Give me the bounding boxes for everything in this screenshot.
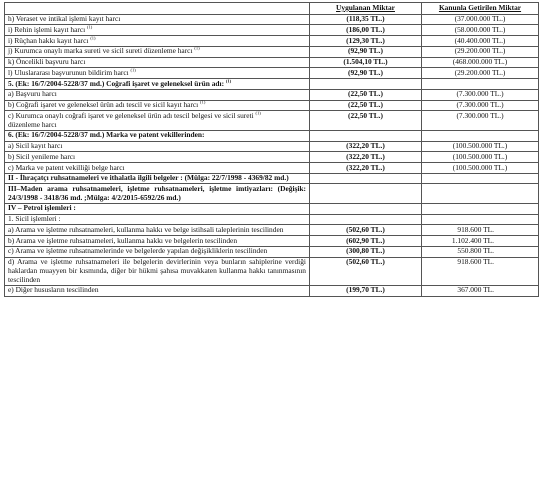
- legal-amount-cell: (7.300.000 TL.): [422, 111, 539, 130]
- legal-amount-cell: (29.200.000 TL.): [422, 46, 539, 57]
- footnote-marker: (1): [90, 35, 96, 41]
- row-description: [5, 236, 310, 247]
- applied-amount-cell: (322,20 TL.): [310, 163, 422, 174]
- applied-amount-cell: (502,60 TL.): [310, 225, 422, 236]
- table-row: [5, 14, 539, 25]
- row-description: [5, 111, 310, 130]
- legal-amount-cell: (7.300.000 TL.): [422, 89, 539, 100]
- row-description: [5, 46, 310, 57]
- applied-amount-cell: [310, 203, 422, 214]
- row-label: d) Arama ve işletme ruhsatnameleri ile belgelerin devirlerinin veya bunların sahiplerine verdiği haklardan muayyen bir kısmında, diğer bir hükmi şahısa muvakkaten kullanma hakkı tanınmasının tescilinden: [8, 257, 306, 284]
- row-label: e) Diğer hususların tescilinden: [8, 285, 99, 295]
- table-row: [5, 214, 539, 225]
- row-label: c) Arama ve işletme ruhsatnamelerinde ve belgelerde yapılan değişikliklerin tescilinden: [8, 246, 268, 256]
- footnote-marker: (1): [255, 110, 261, 116]
- row-label: 1. Sicil işlemleri :: [8, 214, 61, 224]
- applied-amount-cell: (22,50 TL.): [310, 89, 422, 100]
- table-row: [5, 111, 539, 130]
- applied-amount-cell: (322,20 TL.): [310, 152, 422, 163]
- row-description: [5, 89, 310, 100]
- row-description: [5, 184, 310, 203]
- table-body: [5, 14, 539, 296]
- applied-amount-cell: (1.504,10 TL.): [310, 57, 422, 68]
- legal-amount-cell: [422, 203, 539, 214]
- row-description: [5, 173, 310, 184]
- row-description: [5, 163, 310, 174]
- legal-amount-cell: 1.102.400 TL.: [422, 236, 539, 247]
- legal-amount-cell: (29.200.000 TL.): [422, 68, 539, 79]
- legal-amount-cell: (100.500.000 TL.): [422, 163, 539, 174]
- section-row: [5, 173, 539, 184]
- applied-amount-cell: [310, 173, 422, 184]
- row-description: [5, 152, 310, 163]
- section-row: [5, 130, 539, 141]
- row-description: [5, 68, 310, 79]
- row-label: III–Maden arama ruhsatnameleri, işletme ruhsatnameleri, işletme imtiyazları: (Değişik: 24/3/1998 - 3418/36 md. ;Mülga: 4/2/2015-6592/26 md.): [8, 183, 306, 202]
- row-description: [5, 257, 310, 285]
- row-label: h) Veraset ve intikal işlemi kayıt harcı: [8, 14, 121, 24]
- row-description: [5, 57, 310, 68]
- applied-amount-cell: (502,60 TL.): [310, 257, 422, 285]
- applied-amount-cell: [310, 184, 422, 203]
- applied-amount-cell: (129,30 TL.): [310, 36, 422, 47]
- table-row: [5, 285, 539, 296]
- table-header-row: [5, 3, 539, 15]
- applied-amount-cell: (92,90 TL.): [310, 46, 422, 57]
- applied-amount-cell: [310, 79, 422, 90]
- table-row: [5, 36, 539, 47]
- row-description: [5, 79, 310, 90]
- footnote-marker: (1): [194, 45, 200, 51]
- legal-amount-cell: (37.000.000 TL.): [422, 14, 539, 25]
- row-description: [5, 14, 310, 25]
- legal-amount-column-header: Kanunla Getirilen Miktar: [422, 3, 539, 15]
- table-row: [5, 246, 539, 257]
- row-description: [5, 25, 310, 36]
- applied-amount-cell: [310, 130, 422, 141]
- row-description: [5, 225, 310, 236]
- row-label: 6. (Ek: 16/7/2004-5228/37 md.) Marka ve patent vekillerinden:: [8, 130, 205, 140]
- table-row: [5, 25, 539, 36]
- legal-amount-cell: 367.000 TL.: [422, 285, 539, 296]
- footnote-marker: (1): [87, 24, 93, 30]
- legal-amount-cell: [422, 79, 539, 90]
- applied-amount-cell: (118,35 TL.): [310, 14, 422, 25]
- applied-amount-cell: (322,20 TL.): [310, 141, 422, 152]
- applied-amount-cell: (300,80 TL.): [310, 246, 422, 257]
- applied-amount-cell: (22,50 TL.): [310, 100, 422, 111]
- legal-amount-cell: (100.500.000 TL.): [422, 141, 539, 152]
- table-row: [5, 236, 539, 247]
- row-label: c) Kurumca onaylı coğrafi işaret ve geleneksel ürün adı tescil belgesi ve sicil sureti: [8, 110, 254, 120]
- row-label: II - İhraçatçı ruhsatnameleri ve ithalatla ilgili belgeler : (Mülga: 22/7/1998 - 4369/82 md.): [8, 173, 289, 183]
- fee-table-document: [4, 2, 538, 297]
- table-row: [5, 152, 539, 163]
- row-description: [5, 130, 310, 141]
- table-row: [5, 257, 539, 285]
- legal-amount-cell: 918.600 TL.: [422, 225, 539, 236]
- table-row: [5, 225, 539, 236]
- applied-amount-cell: (199,70 TL.): [310, 285, 422, 296]
- legal-amount-cell: (100.500.000 TL.): [422, 152, 539, 163]
- legal-amount-cell: 918.600 TL.: [422, 257, 539, 285]
- footnote-marker: (1): [200, 99, 206, 105]
- legal-amount-cell: 550.800 TL.: [422, 246, 539, 257]
- row-label: i) Rüçhan hakkı kayıt harcı: [8, 35, 89, 45]
- legal-amount-cell: (58.000.000 TL.): [422, 25, 539, 36]
- fee-table: [4, 2, 539, 297]
- table-row: [5, 68, 539, 79]
- footnote-marker: (1): [225, 78, 232, 84]
- row-label: k) Öncelikli başvuru harcı: [8, 57, 86, 67]
- row-description: [5, 36, 310, 47]
- applied-amount-cell: (22,50 TL.): [310, 111, 422, 130]
- section-row: [5, 79, 539, 90]
- row-label: 5. (Ek: 16/7/2004-5228/37 md.) Coğrafi işaret ve geleneksel ürün adı:: [8, 78, 225, 88]
- legal-amount-cell: [422, 184, 539, 203]
- applied-amount-cell: (92,90 TL.): [310, 68, 422, 79]
- footnote-marker: (1): [130, 67, 136, 73]
- row-label: c) Marka ve patent vekilliği belge harcı: [8, 162, 125, 172]
- legal-amount-cell: (468.000.000 TL.): [422, 57, 539, 68]
- row-label: l) Uluslararası başvurunun bildirim harcı: [8, 67, 129, 77]
- section-row: [5, 203, 539, 214]
- row-label: b) Sicil yenileme harcı: [8, 151, 76, 161]
- applied-amount-cell: (602,90 TL.): [310, 236, 422, 247]
- row-description: [5, 100, 310, 111]
- row-label-continuation: düzenleme harcı: [8, 119, 57, 129]
- legal-amount-cell: [422, 130, 539, 141]
- row-description: [5, 141, 310, 152]
- row-description: [5, 203, 310, 214]
- section-row: [5, 184, 539, 203]
- row-label: IV – Petrol işlemleri :: [8, 203, 76, 213]
- row-label: i) Rehin işlemi kayıt harcı: [8, 24, 86, 34]
- row-label: b) Arama ve işletme ruhsatnameleri, kullanma hakkı ve belgelerin tescilinden: [8, 235, 238, 245]
- table-row: [5, 57, 539, 68]
- row-label: a) Arama ve işletme ruhsatnameleri, kullanma hakkı ve belge istihsali taleplerinin tescilinden: [8, 224, 284, 234]
- legal-amount-cell: (40.400.000 TL.): [422, 36, 539, 47]
- table-row: [5, 163, 539, 174]
- row-label: j) Kurumca onaylı marka sureti ve sicil sureti düzenleme harcı: [8, 46, 193, 56]
- row-description: [5, 214, 310, 225]
- legal-amount-cell: [422, 214, 539, 225]
- applied-amount-cell: (186,00 TL.): [310, 25, 422, 36]
- legal-amount-cell: [422, 173, 539, 184]
- description-column-header: [5, 3, 310, 15]
- table-row: [5, 100, 539, 111]
- applied-amount-column-header: Uygulanan Miktar: [310, 3, 422, 15]
- table-row: [5, 89, 539, 100]
- row-label: a) Sicil kayıt harcı: [8, 141, 63, 151]
- row-label: a) Başvuru harcı: [8, 89, 57, 99]
- row-label: b) Coğrafi işaret ve geleneksel ürün adı tescil ve sicil kayıt harcı: [8, 100, 199, 110]
- table-row: [5, 46, 539, 57]
- table-row: [5, 141, 539, 152]
- row-description: [5, 246, 310, 257]
- row-description: [5, 285, 310, 296]
- applied-amount-cell: [310, 214, 422, 225]
- legal-amount-cell: (7.300.000 TL.): [422, 100, 539, 111]
